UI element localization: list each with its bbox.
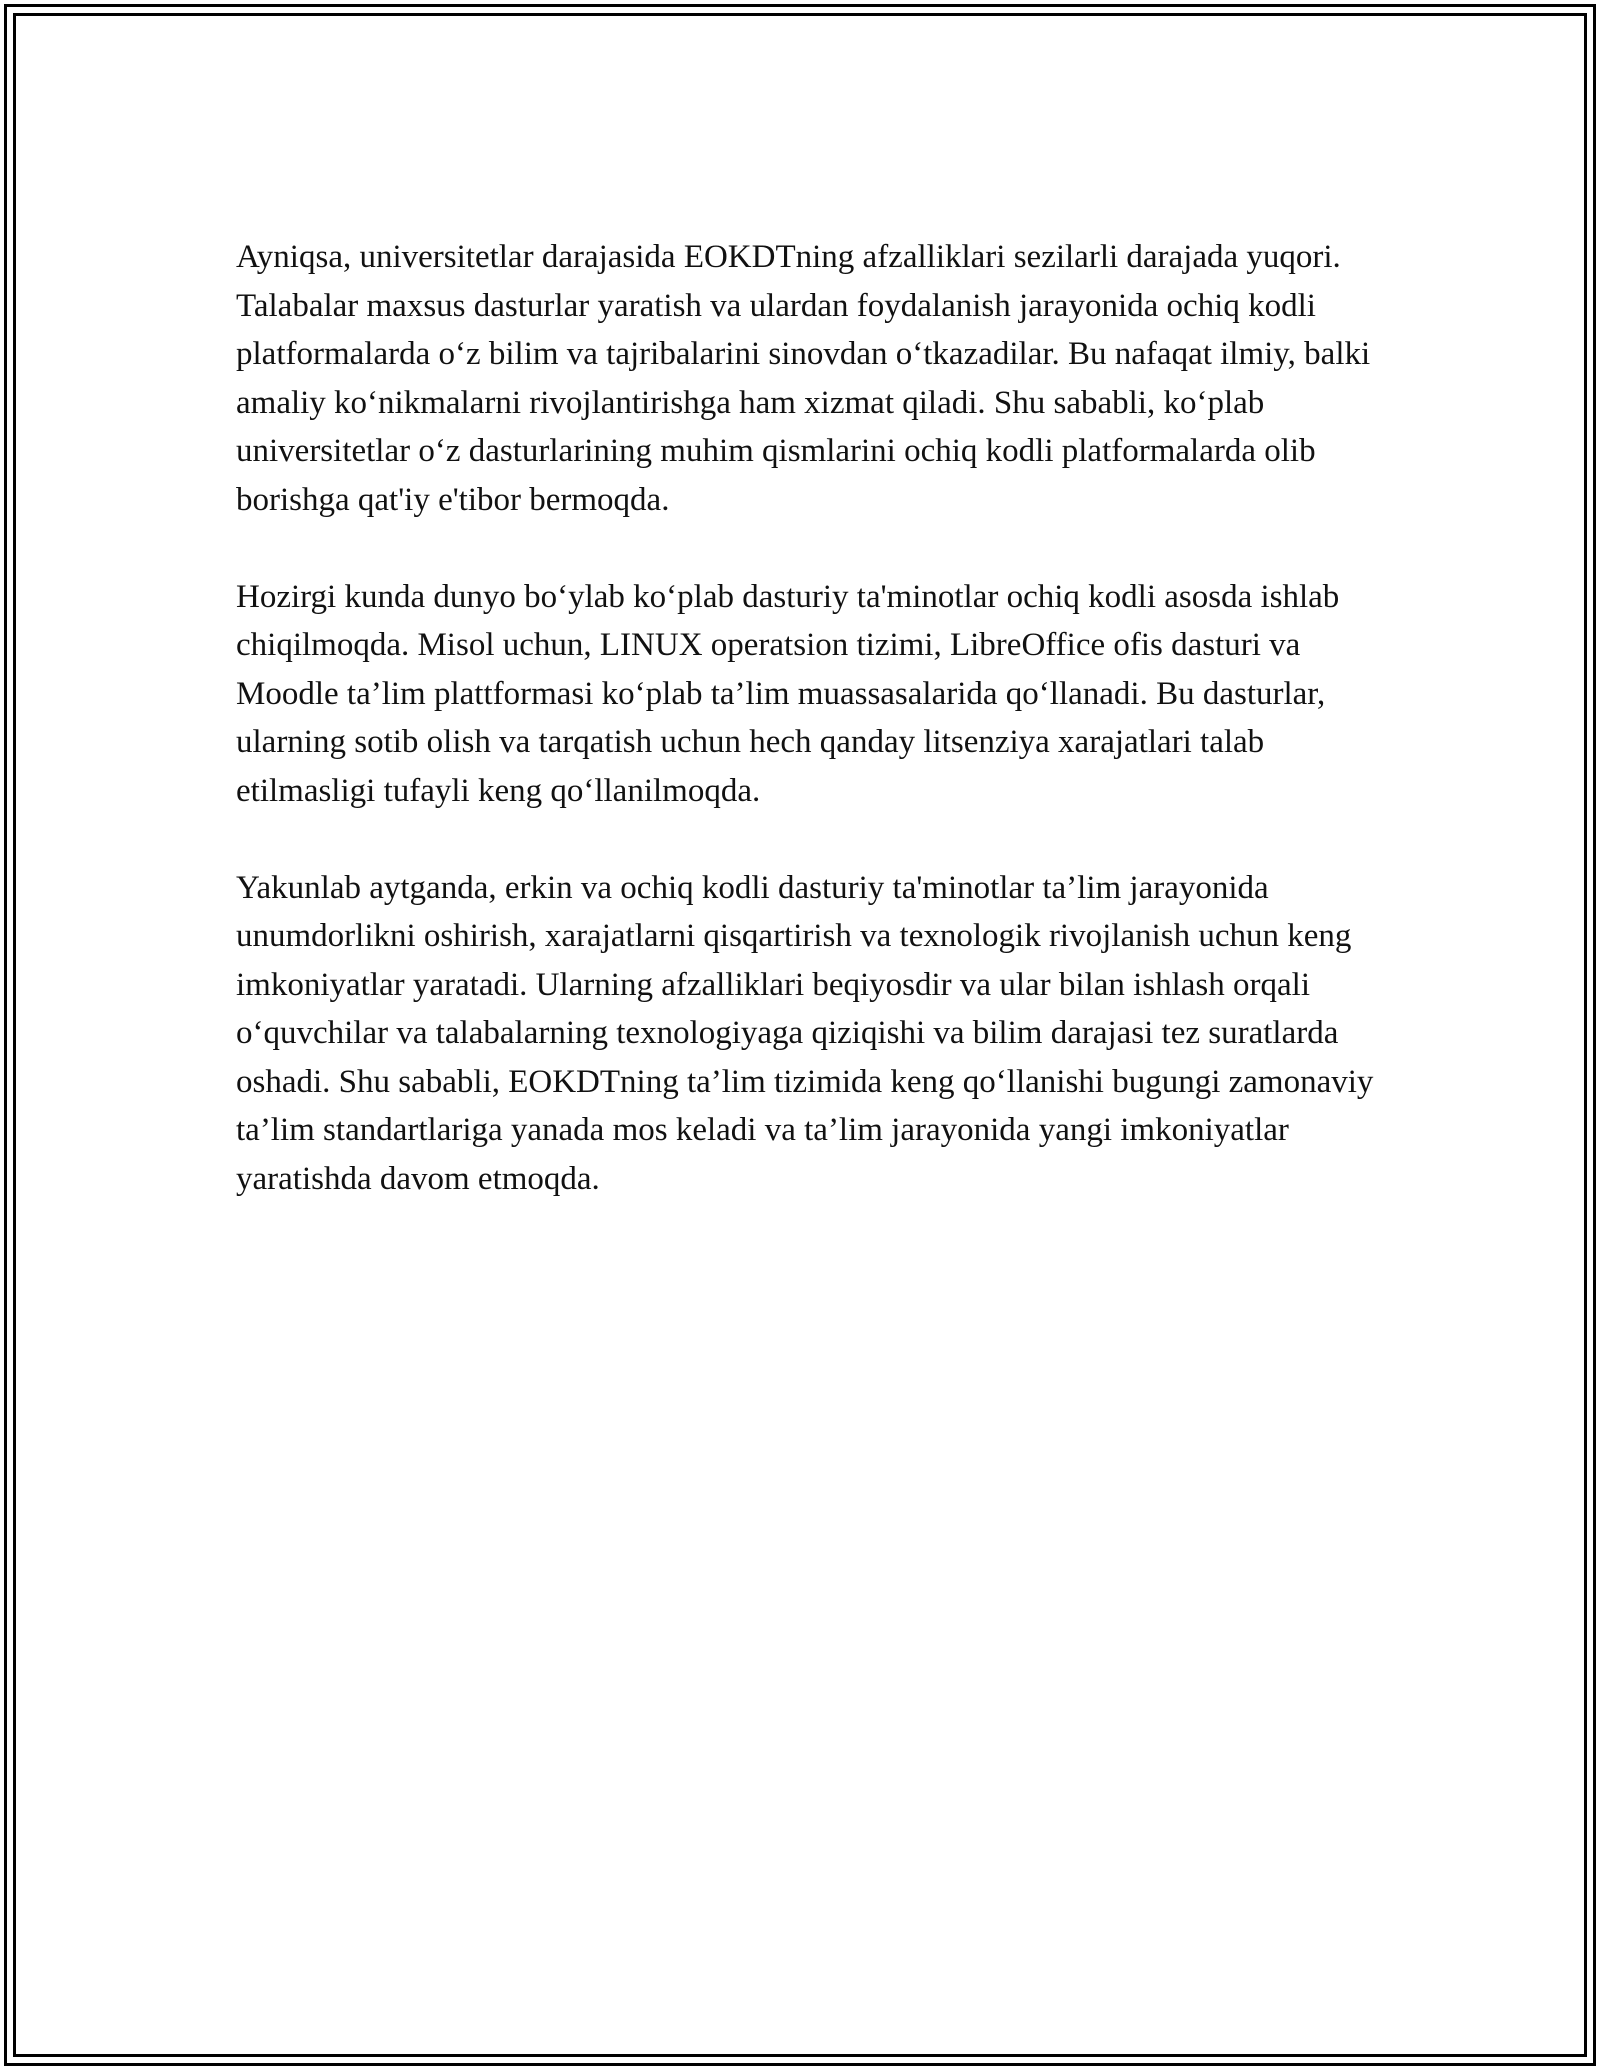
paragraph-software-examples: Hozirgi kunda dunyo bo‘ylab ko‘plab dasturiy ta'minotlar ochiq kodli asosda ishlab chiqilmoqda. Misol uchun, LINUX operatsion tizimi, LibreOffice ofis dasturi va Moodle ta’lim plattformasi ko‘plab ta’lim muassasalarida qo‘llanadi. Bu dasturlar, ularning sotib olish va tarqatish uchun hech qanday litsenziya xarajatlari talab etilmasligi tufayli keng qo‘llanilmoqda.: [236, 578, 1340, 809]
paragraph-conclusion: Yakunlab aytganda, erkin va ochiq kodli dasturiy ta'minotlar ta’lim jarayonida unumdorlikni oshirish, xarajatlarni qisqartirish va texnologik rivojlanish uchun keng imkoniyatlar yaratadi. Ularning afzalliklari beqiyosdir va ular bilan ishlash orqali o‘quvchilar va talabalarning texnologiyaga qiziqishi va bilim darajasi tez suratlarda oshadi. Shu sababli, EOKDTning ta’lim tizimida keng qo‘llanishi bugungi zamonaviy ta’lim standartlariga yanada mos keladi va ta’lim jarayonida yangi imkoniyatlar yaratishda davom etmoqda.: [236, 869, 1374, 1197]
paragraph-universities: Ayniqsa, universitetlar darajasida EOKDTning afzalliklari sezilarli darajada yuqori. Talabalar maxsus dasturlar yaratish va ulardan foydalanish jarayonida ochiq kodli platformalarda o‘z bilim va tajribalarini sinovdan o‘tkazadilar. Bu nafaqat ilmiy, balki amaliy ko‘nikmalarni rivojlantirishga ham xizmat qiladi. Shu sababli, ko‘plab universitetlar o‘z dasturlarining muhim qismlarini ochiq kodli platformalarda olib borishga qat'iy e'tibor bermoqda.: [236, 239, 1371, 518]
document-body: [236, 233, 1386, 1252]
